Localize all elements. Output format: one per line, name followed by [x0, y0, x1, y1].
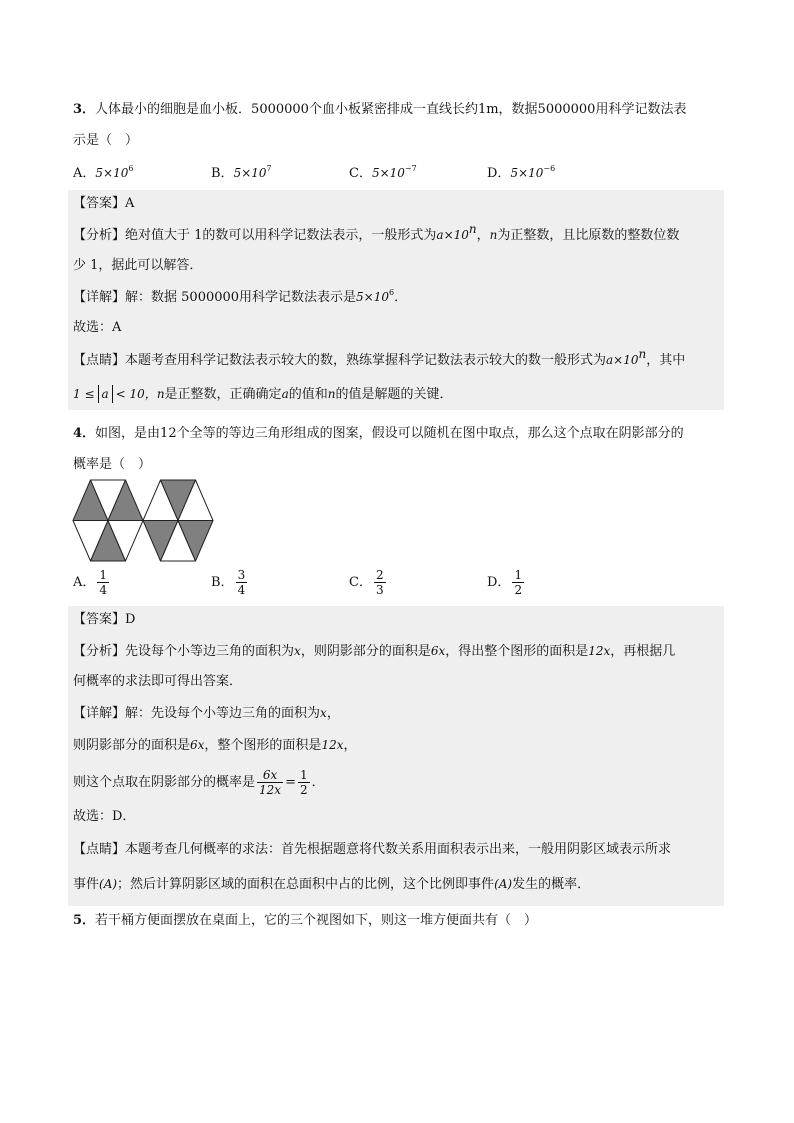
math-expr: a×10 — [606, 353, 639, 367]
math-expr: 6x — [430, 644, 446, 658]
hexagon-triangle-figure — [72, 479, 214, 562]
q3-analysis-line2 — [73, 256, 202, 276]
q4-stem-line1 — [73, 424, 684, 444]
numerator: 2 — [375, 568, 384, 582]
q4-option-d[interactable] — [487, 568, 526, 597]
analysis-text: ，得出整个图形的面积是 — [445, 644, 589, 659]
numerator: 6x — [257, 768, 283, 783]
math-var: x — [320, 706, 327, 720]
numerator: 1 — [299, 768, 308, 782]
analysis-text: ，则阴影部分的面积是 — [300, 644, 431, 659]
q4-option-a[interactable] — [73, 568, 111, 597]
detail-text: 解：数据 5000000用科学记数法表示是 — [125, 290, 357, 305]
q4-comment-line1 — [73, 840, 671, 860]
analysis-text: ，再根据几 — [610, 644, 676, 659]
math-expr: 12x — [588, 644, 611, 658]
q3-comment-line1 — [73, 347, 686, 371]
math-var: a — [281, 387, 289, 401]
comment-tag: 【点睛】 — [73, 842, 126, 857]
q5-number: 5． — [73, 913, 96, 928]
analysis-text: 为正整数，且比原数的整数位数 — [497, 228, 680, 243]
detail-tag: 【详解】 — [73, 706, 126, 721]
option-base: 5×10 — [510, 166, 544, 180]
math-var: n — [489, 228, 498, 242]
analysis-text: 绝对值大于 1的数可以用科学记数法表示，一般形式为 — [125, 228, 437, 243]
comment-text: 是正整数，正确确定 — [164, 387, 282, 402]
math-expr: 6x — [190, 738, 205, 752]
q3-option-d[interactable] — [487, 163, 555, 184]
math-expr: < 10， — [115, 387, 157, 401]
q3-option-c[interactable] — [349, 163, 417, 184]
q3-number: 3． — [73, 102, 96, 117]
q4-stem-text1: 如图，是由12个全等的等边三角形组成的图案，假设可以随机在图中取点，那么这个点取在阴影部分的 — [95, 426, 684, 441]
probability-fraction — [257, 768, 283, 797]
comment-text: ，其中 — [646, 353, 686, 368]
detail-text: ． — [311, 775, 325, 790]
numerator: 1 — [99, 568, 108, 582]
option-exponent: −7 — [404, 164, 417, 173]
comment-text: 的值是解题的关键． — [335, 387, 453, 402]
comment-text: 本题考查几何概率的求法：首先根据题意将代数关系用面积表示出来，一般用阴影区域表示所求 — [125, 842, 672, 857]
q3-answer — [73, 194, 134, 214]
option-exponent: −6 — [543, 164, 556, 173]
detail-text: 则阴影部分的面积是 — [73, 738, 191, 753]
detail-text: ． — [394, 290, 408, 305]
option-label: B． — [211, 575, 234, 590]
q4-analysis-line2 — [73, 672, 242, 692]
denominator: 2 — [514, 583, 523, 597]
q3-stem-text2: 示是（ ） — [73, 133, 139, 148]
comment-text: ；然后计算阴影区域的面积在总面积中占的比例，这个比例即事件 — [117, 877, 495, 892]
numerator: 3 — [237, 568, 246, 582]
math-expr: 12x — [321, 738, 344, 752]
option-fraction — [236, 568, 248, 597]
detail-text: 则这个点取在阴影部分的概率是 — [73, 775, 256, 790]
q3-stem-line1 — [73, 100, 686, 120]
q3-option-a[interactable] — [73, 163, 133, 184]
math-exp: 6 — [389, 288, 395, 297]
option-label: C． — [349, 166, 372, 181]
option-label: A． — [73, 166, 96, 181]
detail-text: 解：先设每个小等边三角的面积为 — [125, 706, 321, 721]
detail-tag: 【详解】 — [73, 290, 126, 305]
q4-stem-line2 — [73, 455, 151, 475]
math-exp: n — [468, 222, 477, 236]
math-expr: 5×10 — [356, 290, 390, 304]
option-base: 5×10 — [233, 166, 267, 180]
q4-number: 4． — [73, 426, 96, 441]
denominator: 12x — [259, 783, 282, 797]
option-label: D． — [487, 166, 511, 181]
detail-text: ， — [326, 706, 340, 721]
option-fraction — [374, 568, 386, 597]
abs-value: a — [98, 385, 113, 403]
option-base: 5×10 — [95, 166, 129, 180]
comment-text: 的值和 — [288, 387, 328, 402]
math-exp: n — [638, 347, 647, 361]
comment-tag: 【点睛】 — [73, 353, 126, 368]
math-var: x — [294, 644, 301, 658]
q4-answer — [73, 610, 135, 630]
q4-detail-line3 — [73, 766, 325, 800]
analysis-text: 先设每个小等边三角的面积为 — [125, 644, 295, 659]
answer-text: 【答案】D — [73, 612, 136, 627]
q3-comment-line2 — [73, 384, 452, 405]
analysis-text: 何概率的求法即可得出答案． — [73, 674, 243, 689]
denominator: 3 — [375, 583, 384, 597]
q3-option-b[interactable] — [211, 163, 272, 184]
denominator: 2 — [299, 783, 308, 797]
analysis-text: 少 1，据此可以解答． — [73, 258, 203, 273]
math-var: n — [327, 387, 336, 401]
option-label: D． — [487, 575, 511, 590]
result-fraction — [298, 768, 310, 797]
q3-analysis-line1 — [73, 222, 680, 246]
q3-choice — [73, 318, 121, 338]
option-fraction — [97, 568, 109, 597]
q4-option-b[interactable] — [211, 568, 249, 597]
equals-sign: = — [285, 775, 296, 790]
analysis-tag: 【分析】 — [73, 228, 126, 243]
detail-text: ，整个图形的面积是 — [204, 738, 322, 753]
math-expr: a×10 — [436, 228, 469, 242]
math-var: n — [156, 387, 165, 401]
comment-text: 发生的概率． — [512, 877, 591, 892]
math-expr: (A) — [99, 877, 118, 891]
choice-text: 故选：D． — [73, 809, 136, 824]
option-exponent: 7 — [266, 164, 272, 173]
analysis-tag: 【分析】 — [73, 644, 126, 659]
numerator: 1 — [514, 568, 523, 582]
q5-stem-text: 若干桶方便面摆放在桌面上，它的三个视图如下，则这一堆方便面共有（ ） — [95, 913, 538, 928]
q4-stem-text2: 概率是（ ） — [73, 457, 152, 472]
comment-text: 事件 — [73, 877, 100, 892]
q4-analysis-line1 — [73, 641, 675, 662]
q3-stem-text1: 人体最小的细胞是血小板．5000000个血小板紧密排成一直线长约1m，数据5000000用科学记数法表 — [95, 102, 687, 117]
q4-comment-line2 — [73, 874, 590, 895]
math-expr: (A) — [494, 877, 513, 891]
option-exponent: 6 — [128, 164, 134, 173]
choice-text: 故选：A — [73, 320, 122, 335]
detail-text: ， — [343, 738, 357, 753]
q4-option-c[interactable] — [349, 568, 388, 597]
option-label: B． — [211, 166, 234, 181]
option-label: C． — [349, 575, 372, 590]
q5-stem-line1 — [73, 911, 537, 931]
comment-text: 本题考查用科学记数法表示较大的数，熟练掌握科学记数法表示较大的数一般形式为 — [125, 353, 607, 368]
analysis-text: ， — [476, 228, 490, 243]
option-base: 5×10 — [371, 166, 405, 180]
q4-detail-line2 — [73, 735, 357, 756]
q4-detail-line1 — [73, 703, 340, 724]
denominator: 4 — [99, 583, 108, 597]
q3-stem-line2 — [73, 131, 138, 151]
answer-text: 【答案】A — [73, 196, 135, 211]
q4-choice — [73, 807, 135, 827]
option-fraction — [512, 568, 524, 597]
math-expr: 1 ≤ — [73, 387, 95, 401]
option-label: A． — [73, 575, 96, 590]
q3-detail — [73, 287, 407, 308]
denominator: 4 — [237, 583, 246, 597]
